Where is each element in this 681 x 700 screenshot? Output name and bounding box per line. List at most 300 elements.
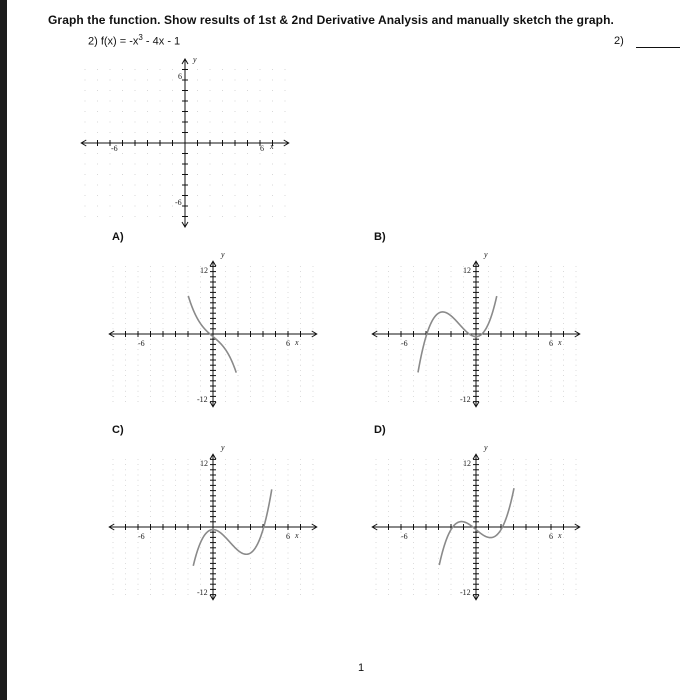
grid-dot <box>413 464 414 465</box>
grid-dot <box>225 401 226 402</box>
grid-dot <box>413 537 414 538</box>
grid-dot <box>288 282 289 283</box>
grid-dot <box>188 401 189 402</box>
grid-dot <box>426 276 427 277</box>
grid-dot <box>125 490 126 491</box>
grid-dot <box>438 547 439 548</box>
grid-dot <box>125 558 126 559</box>
grid-dot <box>225 375 226 376</box>
option-a-graph[interactable] <box>125 243 305 413</box>
grid-dot <box>250 532 251 533</box>
grid-dot <box>235 216 236 217</box>
grid-dot <box>526 360 527 361</box>
grid-dot <box>175 579 176 580</box>
option-b-graph[interactable] <box>388 243 568 413</box>
grid-dot <box>300 380 301 381</box>
grid-dot <box>438 584 439 585</box>
grid-dot <box>122 153 123 154</box>
grid-dot <box>125 537 126 538</box>
grid-dot <box>388 490 389 491</box>
grid-dot <box>250 401 251 402</box>
grid-dot <box>551 365 552 366</box>
grid-dot <box>576 475 577 476</box>
grid-dot <box>200 563 201 564</box>
grid-dot <box>463 318 464 319</box>
grid-dot <box>551 323 552 324</box>
grid-dot <box>388 391 389 392</box>
grid-dot <box>285 206 286 207</box>
grid-dot <box>463 365 464 366</box>
grid-dot <box>488 495 489 496</box>
grid-dot <box>488 276 489 277</box>
grid-dot <box>513 297 514 298</box>
grid-dot <box>125 276 126 277</box>
grid-dot <box>401 547 402 548</box>
grid-dot <box>225 328 226 329</box>
grid-dot <box>85 174 86 175</box>
grid-dot <box>200 354 201 355</box>
grid-dot <box>438 521 439 522</box>
grid-dot <box>163 308 164 309</box>
grid-dot <box>138 553 139 554</box>
grid-dot <box>563 287 564 288</box>
grid-dot <box>160 122 161 123</box>
grid-dot <box>250 563 251 564</box>
grid-dot <box>188 344 189 345</box>
grid-dot <box>576 396 577 397</box>
grid-dot <box>125 573 126 574</box>
grid-dot <box>225 475 226 476</box>
grid-dot <box>526 485 527 486</box>
grid-dot <box>426 396 427 397</box>
grid-dot <box>238 396 239 397</box>
grid-dot <box>172 185 173 186</box>
grid-dot <box>313 589 314 590</box>
grid-dot <box>463 475 464 476</box>
grid-dot <box>238 579 239 580</box>
grid-dot <box>250 396 251 397</box>
grid-dot <box>163 365 164 366</box>
grid-dot <box>160 80 161 81</box>
grid-dot <box>451 475 452 476</box>
grid-dot <box>388 584 389 585</box>
grid-dot <box>288 401 289 402</box>
grid-dot <box>275 396 276 397</box>
grid-dot <box>563 464 564 465</box>
grid-dot <box>413 313 414 314</box>
grid-dot <box>376 401 377 402</box>
grid-dot <box>188 282 189 283</box>
grid-dot <box>426 506 427 507</box>
grid-dot <box>501 537 502 538</box>
y-axis-label: y <box>193 55 197 64</box>
grid-dot <box>551 302 552 303</box>
grid-dot <box>150 287 151 288</box>
grid-dot <box>113 365 114 366</box>
grid-dot <box>150 464 151 465</box>
x-axis-label: x <box>270 142 274 151</box>
grid-dot <box>376 328 377 329</box>
grid-dot <box>125 401 126 402</box>
x-tick-label-left: -6 <box>401 532 408 541</box>
grid-dot <box>313 568 314 569</box>
blank-graph-grid[interactable] <box>100 55 280 230</box>
grid-dot <box>250 506 251 507</box>
grid-dot <box>138 495 139 496</box>
grid-dot <box>150 501 151 502</box>
grid-dot <box>85 185 86 186</box>
grid-dot <box>376 464 377 465</box>
grid-dot <box>138 589 139 590</box>
grid-dot <box>388 386 389 387</box>
grid-dot <box>135 206 136 207</box>
grid-dot <box>138 485 139 486</box>
grid-dot <box>376 485 377 486</box>
grid-dot <box>438 365 439 366</box>
grid-dot <box>135 122 136 123</box>
grid-dot <box>526 589 527 590</box>
grid-dot <box>110 122 111 123</box>
grid-dot <box>225 490 226 491</box>
grid-dot <box>250 391 251 392</box>
grid-dot <box>250 375 251 376</box>
grid-dot <box>376 386 377 387</box>
grid-dot <box>300 375 301 376</box>
grid-dot <box>563 490 564 491</box>
grid-dot <box>526 532 527 533</box>
grid-dot <box>272 185 273 186</box>
grid-dot <box>488 485 489 486</box>
grid-dot <box>488 532 489 533</box>
grid-dot <box>563 396 564 397</box>
grid-dot <box>210 195 211 196</box>
grid-dot <box>300 573 301 574</box>
grid-dot <box>210 164 211 165</box>
grid-dot <box>563 579 564 580</box>
grid-dot <box>285 132 286 133</box>
grid-dot <box>538 475 539 476</box>
grid-dot <box>175 464 176 465</box>
grid-dot <box>175 396 176 397</box>
grid-dot <box>513 532 514 533</box>
grid-dot <box>438 271 439 272</box>
grid-dot <box>200 495 201 496</box>
grid-dot <box>413 380 414 381</box>
grid-dot <box>488 558 489 559</box>
grid-dot <box>388 506 389 507</box>
grid-dot <box>451 266 452 267</box>
grid-dot <box>238 360 239 361</box>
grid-dot <box>426 365 427 366</box>
grid-dot <box>272 206 273 207</box>
grid-dot <box>538 490 539 491</box>
grid-dot <box>97 90 98 91</box>
grid-dot <box>238 568 239 569</box>
grid-dot <box>438 370 439 371</box>
grid-dot <box>163 375 164 376</box>
grid-dot <box>238 313 239 314</box>
grid-dot <box>376 490 377 491</box>
grid-dot <box>163 553 164 554</box>
grid-dot <box>300 370 301 371</box>
grid-dot <box>247 132 248 133</box>
grid-dot <box>501 318 502 319</box>
grid-dot <box>288 459 289 460</box>
grid-dot <box>300 297 301 298</box>
grid-dot <box>438 495 439 496</box>
grid-dot <box>113 349 114 350</box>
grid-dot <box>463 579 464 580</box>
grid-dot <box>438 391 439 392</box>
grid-dot <box>413 292 414 293</box>
grid-dot <box>488 266 489 267</box>
grid-dot <box>401 495 402 496</box>
grid-dot <box>172 69 173 70</box>
grid-dot <box>110 195 111 196</box>
grid-dot <box>150 579 151 580</box>
grid-dot <box>263 464 264 465</box>
grid-dot <box>426 475 427 476</box>
grid-dot <box>313 495 314 496</box>
grid-dot <box>513 276 514 277</box>
grid-dot <box>135 185 136 186</box>
option-c-graph[interactable] <box>125 436 305 616</box>
grid-dot <box>150 323 151 324</box>
grid-dot <box>138 360 139 361</box>
grid-dot <box>97 206 98 207</box>
grid-dot <box>235 206 236 207</box>
grid-dot <box>513 511 514 512</box>
grid-dot <box>275 271 276 272</box>
grid-dot <box>376 495 377 496</box>
grid-dot <box>426 594 427 595</box>
grid-dot <box>538 349 539 350</box>
grid-dot <box>376 459 377 460</box>
grid-dot <box>188 516 189 517</box>
grid-dot <box>200 485 201 486</box>
grid-dot <box>163 344 164 345</box>
grid-dot <box>376 553 377 554</box>
grid-dot <box>426 589 427 590</box>
grid-dot <box>538 594 539 595</box>
grid-dot <box>138 328 139 329</box>
grid-dot <box>413 475 414 476</box>
grid-dot <box>463 354 464 355</box>
grid-dot <box>513 328 514 329</box>
grid-dot <box>300 558 301 559</box>
grid-dot <box>197 153 198 154</box>
grid-dot <box>288 584 289 585</box>
grid-dot <box>188 266 189 267</box>
grid-dot <box>200 490 201 491</box>
grid-dot <box>288 589 289 590</box>
grid-dot <box>288 568 289 569</box>
grid-dot <box>413 459 414 460</box>
x-axis-label: x <box>558 338 562 347</box>
grid-dot <box>551 276 552 277</box>
grid-dot <box>238 532 239 533</box>
grid-dot <box>313 584 314 585</box>
grid-dot <box>563 594 564 595</box>
grid-dot <box>313 553 314 554</box>
grid-dot <box>463 302 464 303</box>
grid-dot <box>451 370 452 371</box>
grid-dot <box>260 174 261 175</box>
grid-dot <box>147 153 148 154</box>
grid-dot <box>163 584 164 585</box>
grid-dot <box>376 532 377 533</box>
grid-dot <box>463 375 464 376</box>
grid-dot <box>247 206 248 207</box>
grid-dot <box>313 459 314 460</box>
grid-dot <box>551 568 552 569</box>
grid-dot <box>576 485 577 486</box>
grid-dot <box>263 506 264 507</box>
grid-dot <box>538 563 539 564</box>
grid-dot <box>175 542 176 543</box>
grid-dot <box>300 480 301 481</box>
grid-dot <box>501 579 502 580</box>
grid-dot <box>125 584 126 585</box>
grid-dot <box>113 302 114 303</box>
grid-dot <box>538 568 539 569</box>
grid-dot <box>175 563 176 564</box>
grid-dot <box>113 542 114 543</box>
grid-dot <box>313 516 314 517</box>
grid-dot <box>285 216 286 217</box>
grid-dot <box>401 485 402 486</box>
grid-dot <box>200 573 201 574</box>
grid-dot <box>563 349 564 350</box>
grid-dot <box>488 302 489 303</box>
grid-dot <box>188 375 189 376</box>
grid-dot <box>438 485 439 486</box>
grid-dot <box>113 490 114 491</box>
grid-dot <box>463 349 464 350</box>
grid-dot <box>250 276 251 277</box>
grid-dot <box>401 292 402 293</box>
grid-dot <box>563 469 564 470</box>
grid-dot <box>288 360 289 361</box>
grid-dot <box>150 391 151 392</box>
grid-dot <box>426 516 427 517</box>
grid-dot <box>463 344 464 345</box>
grid-dot <box>247 101 248 102</box>
grid-dot <box>247 111 248 112</box>
grid-dot <box>563 475 564 476</box>
grid-dot <box>526 396 527 397</box>
grid-dot <box>426 584 427 585</box>
grid-dot <box>413 495 414 496</box>
grid-dot <box>501 401 502 402</box>
grid-dot <box>250 328 251 329</box>
grid-dot <box>247 185 248 186</box>
grid-dot <box>135 69 136 70</box>
grid-dot <box>463 469 464 470</box>
grid-dot <box>250 589 251 590</box>
grid-dot <box>222 122 223 123</box>
grid-dot <box>147 195 148 196</box>
grid-dot <box>238 339 239 340</box>
grid-dot <box>150 292 151 293</box>
grid-dot <box>163 380 164 381</box>
grid-dot <box>376 375 377 376</box>
grid-dot <box>125 516 126 517</box>
grid-dot <box>150 584 151 585</box>
grid-dot <box>376 271 377 272</box>
grid-dot <box>175 360 176 361</box>
grid-dot <box>163 563 164 564</box>
grid-dot <box>513 537 514 538</box>
grid-dot <box>225 516 226 517</box>
grid-dot <box>110 90 111 91</box>
grid-dot <box>150 558 151 559</box>
grid-dot <box>225 360 226 361</box>
grid-dot <box>200 532 201 533</box>
grid-dot <box>526 563 527 564</box>
grid-dot <box>513 380 514 381</box>
grid-dot <box>175 521 176 522</box>
grid-dot <box>238 323 239 324</box>
grid-dot <box>263 584 264 585</box>
grid-dot <box>438 542 439 543</box>
grid-dot <box>463 516 464 517</box>
grid-dot <box>275 344 276 345</box>
grid-dot <box>275 323 276 324</box>
option-d-graph[interactable] <box>388 436 568 616</box>
grid-dot <box>576 344 577 345</box>
grid-dot <box>135 90 136 91</box>
grid-dot <box>401 568 402 569</box>
grid-dot <box>376 579 377 580</box>
grid-dot <box>200 380 201 381</box>
grid-dot <box>313 506 314 507</box>
grid-dot <box>313 464 314 465</box>
grid-dot <box>163 568 164 569</box>
grid-dot <box>225 323 226 324</box>
grid-dot <box>438 360 439 361</box>
grid-dot <box>313 573 314 574</box>
grid-dot <box>163 318 164 319</box>
grid-dot <box>188 391 189 392</box>
grid-dot <box>563 328 564 329</box>
grid-dot <box>576 354 577 355</box>
grid-dot <box>122 216 123 217</box>
grid-dot <box>147 69 148 70</box>
grid-dot <box>426 313 427 314</box>
answer-blank-line[interactable] <box>636 47 680 48</box>
grid-dot <box>210 80 211 81</box>
grid-dot <box>438 302 439 303</box>
grid-dot <box>188 506 189 507</box>
grid-dot <box>150 266 151 267</box>
grid-dot <box>125 469 126 470</box>
grid-dot <box>285 111 286 112</box>
grid-dot <box>175 302 176 303</box>
grid-dot <box>250 537 251 538</box>
grid-dot <box>551 370 552 371</box>
grid-dot <box>526 469 527 470</box>
option-b-label: B) <box>374 231 386 243</box>
grid-dot <box>488 297 489 298</box>
grid-dot <box>488 521 489 522</box>
grid-dot <box>188 532 189 533</box>
grid-dot <box>175 375 176 376</box>
grid-dot <box>275 360 276 361</box>
grid-dot <box>288 495 289 496</box>
grid-dot <box>388 354 389 355</box>
grid-dot <box>238 287 239 288</box>
